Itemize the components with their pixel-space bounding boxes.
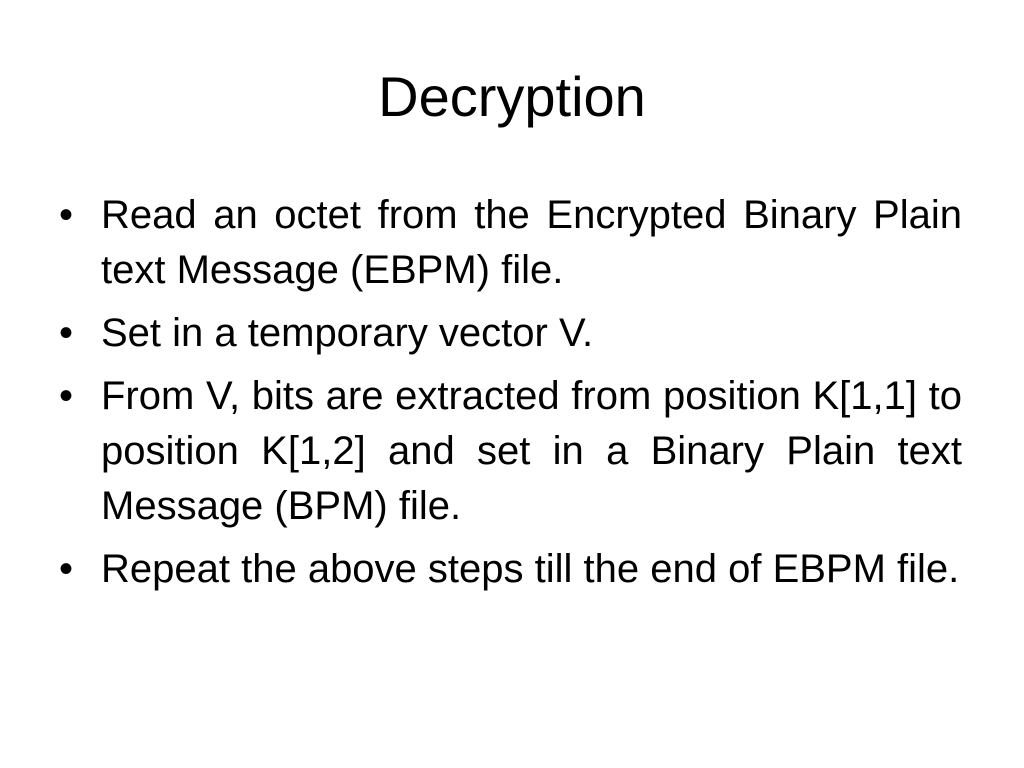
bullet-item: [59, 306, 962, 361]
bullet-icon: •: [59, 193, 74, 237]
bullet-text: Repeat the above steps till the end of EBPM file.: [101, 547, 960, 591]
bullet-text: Set in a temporary vector V.: [101, 311, 594, 355]
bullet-item: [59, 188, 962, 298]
bullet-icon: •: [59, 374, 74, 418]
bullet-icon: •: [59, 311, 74, 355]
bullet-icon: •: [59, 547, 74, 591]
bullet-text: Read an octet from the Encrypted Binary Plain text Message (EBPM) file.: [101, 193, 962, 292]
bullet-list: [59, 188, 962, 605]
bullet-item: [59, 542, 962, 597]
slide-title: Decryption: [378, 65, 646, 128]
bullet-text: From V, bits are extracted from position K[1,1] to position K[1,2] and set in a Binary Plain text Message (BPM) file.: [101, 374, 962, 528]
bullet-item: [59, 369, 962, 534]
